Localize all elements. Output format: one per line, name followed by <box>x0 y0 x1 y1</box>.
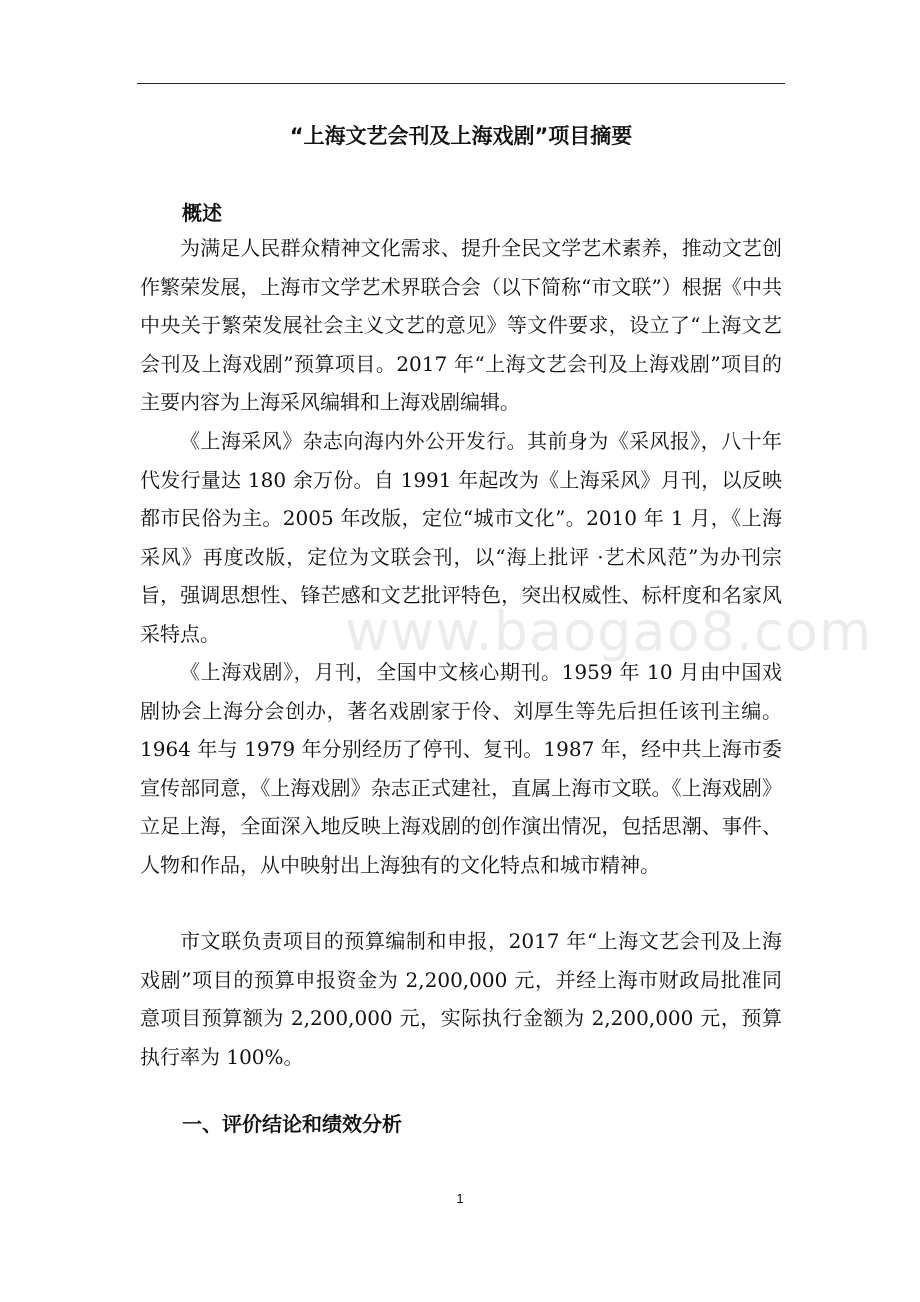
paragraph-budget: 市文联负责项目的预算编制和申报，2017 年“上海文艺会刊及上海戏剧”项目的预算申报资金为 2,200,000 元，并经上海市财政局批准同意项目预算额为 2,200,000 元，实际执行金额为 2,200,000 元，预算执行率为 100%。 <box>140 929 782 1069</box>
page-title: “上海文艺会刊及上海戏剧”项目摘要 <box>289 124 633 148</box>
header-rule <box>137 83 785 84</box>
watermark: www.baogao8.com <box>345 600 873 663</box>
paragraph-overview: 为满足人民群众精神文化需求、提升全民文学艺术素养，推动文艺创作繁荣发展，上海市文学艺术界联合会（以下简称“市文联”）根据《中共中央关于繁荣发展社会主义文艺的意见》等文件要求，设立了“上海文艺会刊及上海戏剧”预算项目。2017 年“上海文艺会刊及上海戏剧”项目的主要内容为上海采风编辑和上海戏剧编辑。 <box>140 236 782 414</box>
paragraph-shanghai-drama: 《上海戏剧》，月刊，全国中文核心期刊。1959 年 10 月由中国戏剧协会上海分会创办，著名戏剧家于伶、刘厚生等先后担任该刊主编。1964 年与 1979 年分别经历了停刊、复刊。1987 年，经中共上海市委宣传部同意，《上海戏剧》杂志正式建社，直属上海市文联。《上海戏剧》立足上海，全面深入地反映上海戏剧的创作演出情况，包括思潮、事件、人物和作品，从中映射出上海独有的文化特点和城市精神。 <box>140 660 782 877</box>
page-number: 1 <box>456 1191 464 1206</box>
overview-heading: 概述 <box>182 201 222 225</box>
section-one-heading: 一、评价结论和绩效分析 <box>182 1112 402 1136</box>
paragraph-shanghai-caifeng: 《上海采风》杂志向海内外公开发行。其前身为《采风报》，八十年代发行量达 180 余万份。自 1991 年起改为《上海采风》月刊，以反映都市民俗为主。2005 年改版，定位“城市文化”。2010 年 1 月，《上海采风》再度改版，定位为文联会刊，以“海上批评 ·艺术风范”为办刊宗旨，强调思想性、锋芒感和文艺批评特色，突出权威性、标杆度和名家风采特点。 <box>140 429 782 646</box>
